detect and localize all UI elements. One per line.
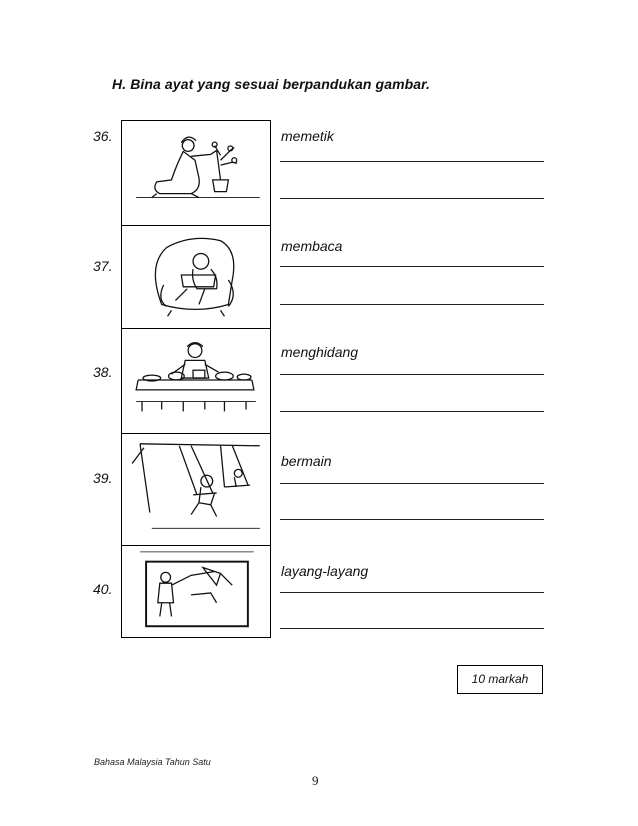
question-number: 36. xyxy=(93,128,113,144)
answer-line[interactable] xyxy=(280,198,544,199)
marks-box: 10 markah xyxy=(457,665,543,694)
section-heading: H. Bina ayat yang sesuai berpandukan gambar. xyxy=(112,76,430,92)
question-keyword: bermain xyxy=(281,453,332,469)
answer-line[interactable] xyxy=(280,266,544,267)
question-number: 40. xyxy=(93,581,113,597)
question-keyword: memetik xyxy=(281,128,334,144)
question-keyword: layang-layang xyxy=(281,563,369,579)
footer-subject: Bahasa Malaysia Tahun Satu xyxy=(94,757,211,767)
answer-line[interactable] xyxy=(280,483,544,484)
answer-line[interactable] xyxy=(280,161,544,162)
answer-line[interactable] xyxy=(280,374,544,375)
question-number: 37. xyxy=(93,258,113,274)
question-picture-reading xyxy=(121,225,271,329)
question-picture-serving xyxy=(121,328,271,434)
answer-line[interactable] xyxy=(280,628,544,629)
question-number: 38. xyxy=(93,364,113,380)
question-number: 39. xyxy=(93,470,113,486)
answer-line[interactable] xyxy=(280,411,544,412)
answer-line[interactable] xyxy=(280,592,544,593)
question-keyword: membaca xyxy=(281,238,343,254)
question-picture-swings xyxy=(121,433,271,546)
page-number: 9 xyxy=(312,773,319,788)
answer-line[interactable] xyxy=(280,304,544,305)
answer-line[interactable] xyxy=(280,519,544,520)
question-picture-kite xyxy=(121,545,271,638)
question-keyword: menghidang xyxy=(281,344,359,360)
question-picture-picking xyxy=(121,120,271,226)
